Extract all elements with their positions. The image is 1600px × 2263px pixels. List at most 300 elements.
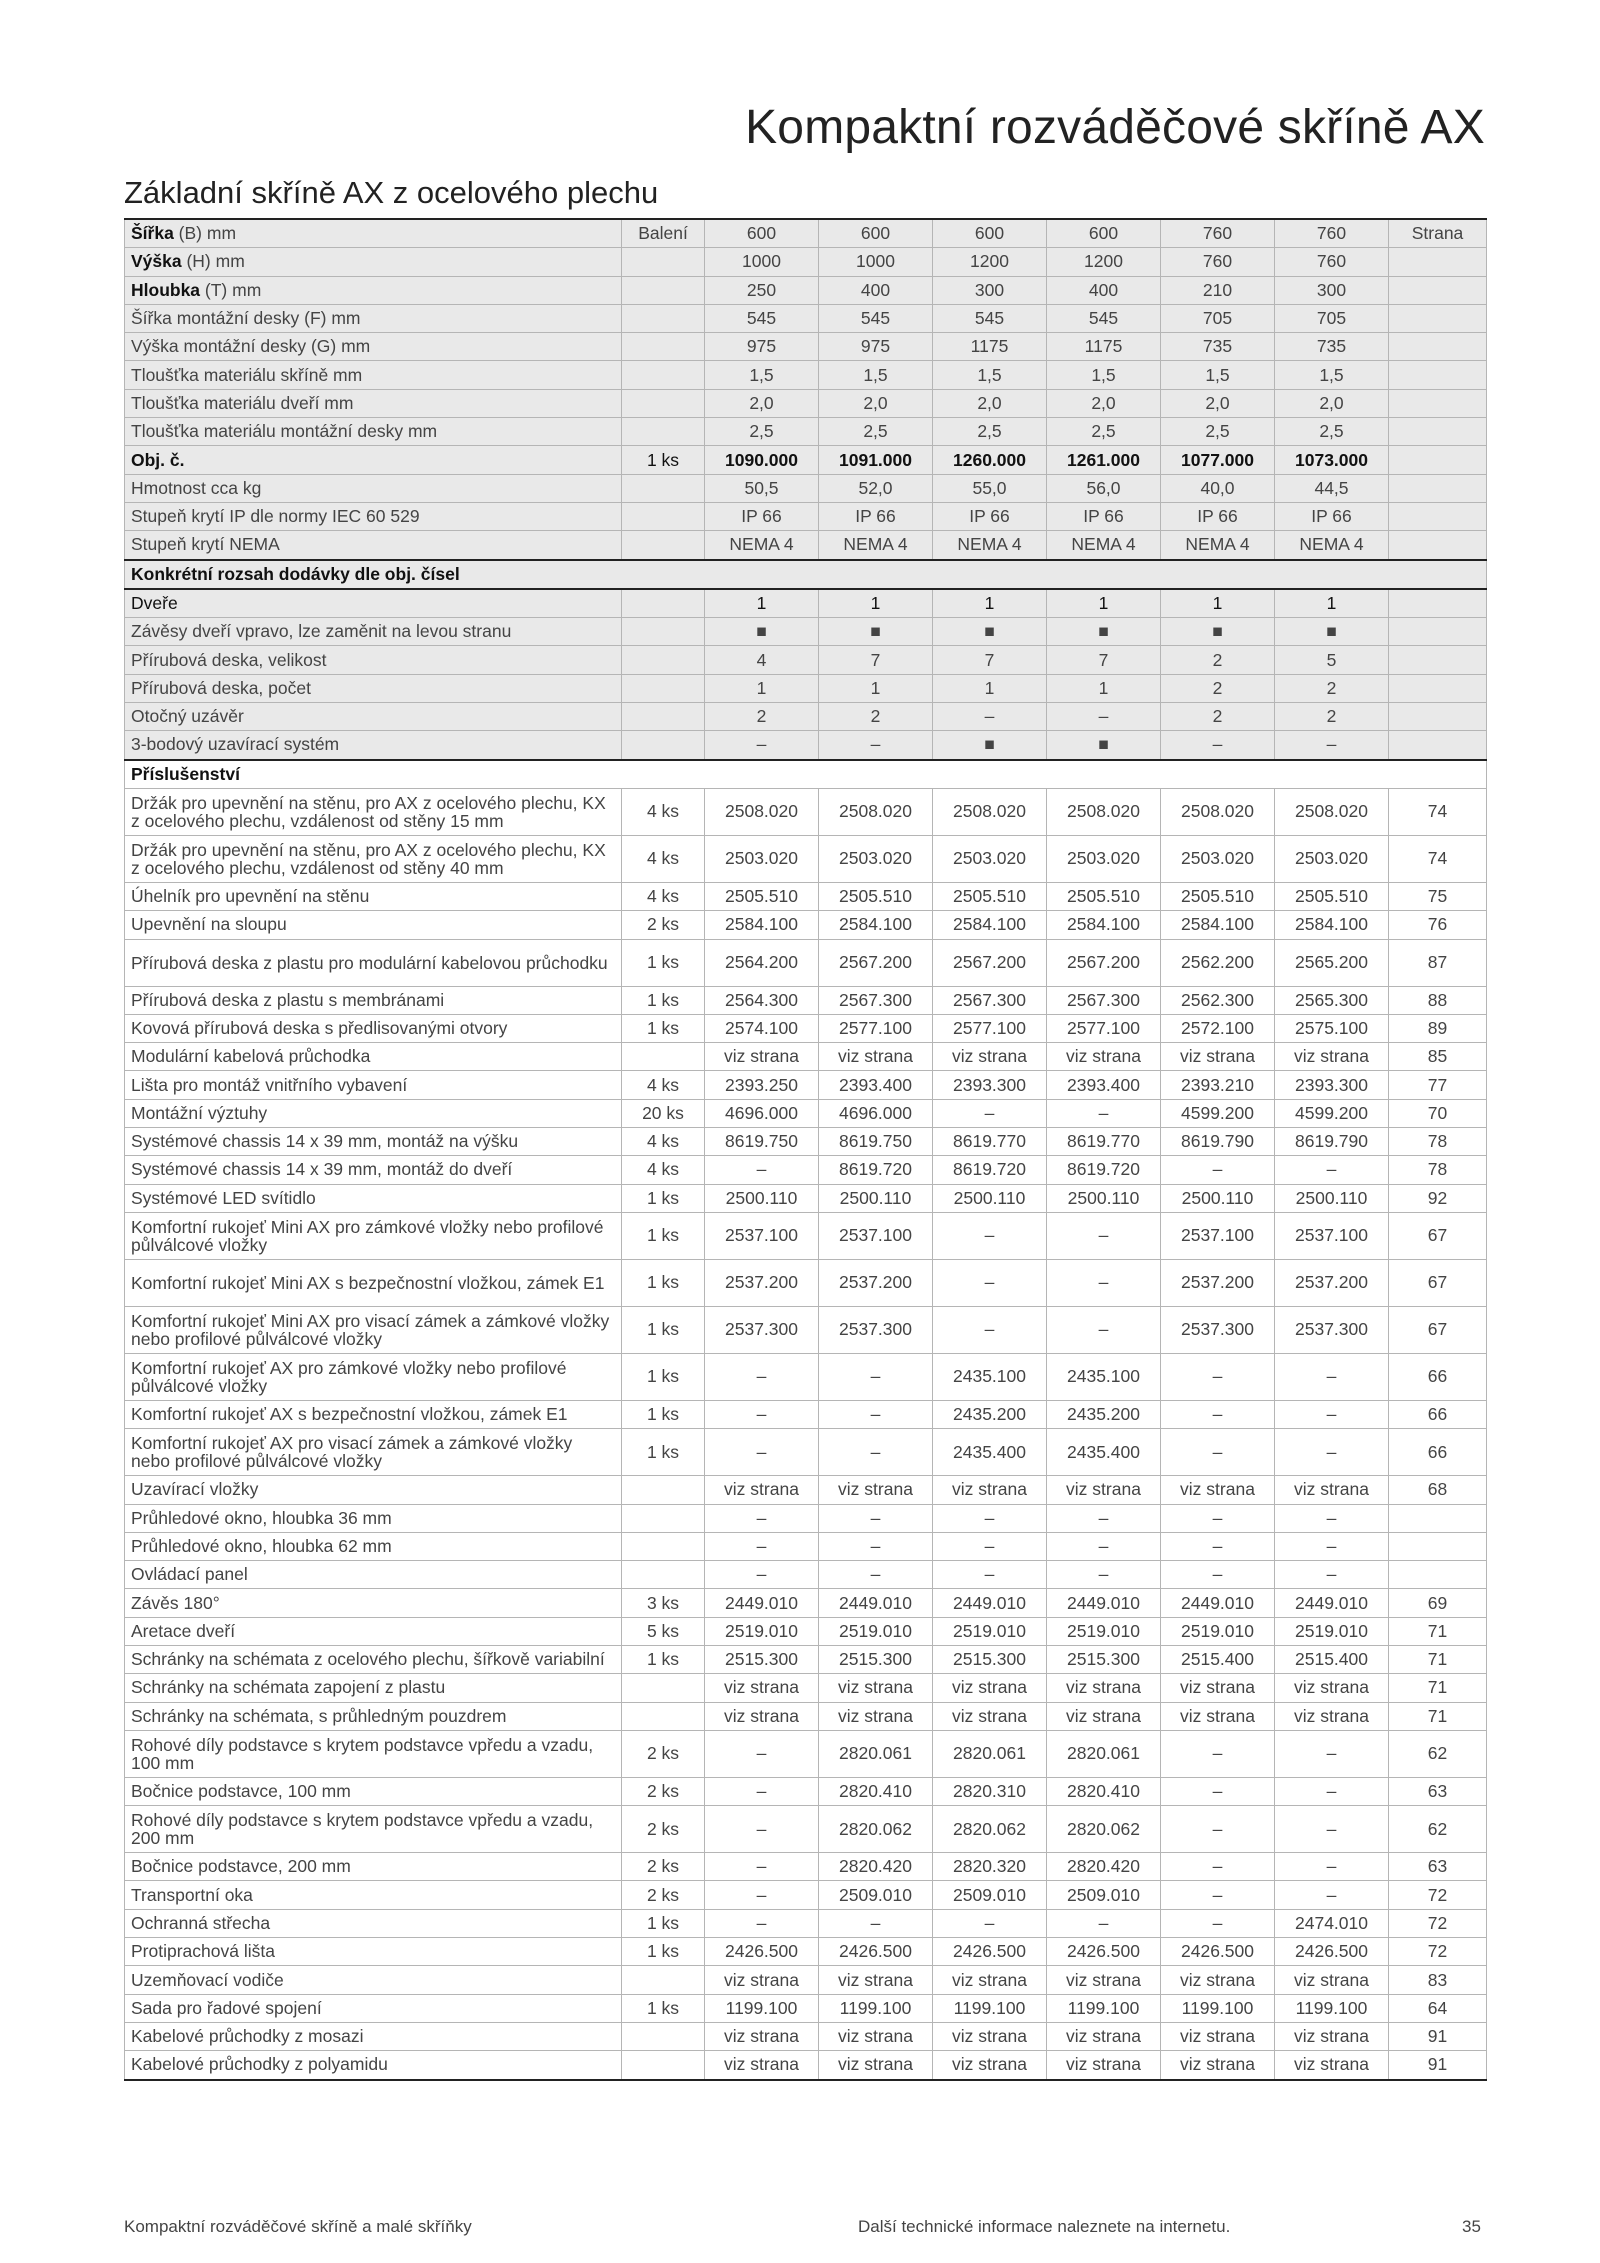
row-label: Ovládací panel — [125, 1561, 622, 1589]
page-number: 35 — [1462, 2217, 1481, 2236]
value-cell: 2,5 — [1275, 418, 1389, 446]
page-cell — [1389, 589, 1487, 618]
accessories-heading-text: Příslušenství — [131, 763, 240, 784]
value-cell: – — [1047, 1212, 1161, 1259]
value-cell: 2574.100 — [705, 1014, 819, 1042]
value-cell: – — [1275, 1777, 1389, 1805]
value-cell: – — [933, 1099, 1047, 1127]
value-cell: – — [1047, 1099, 1161, 1127]
value-cell: 2515.400 — [1275, 1645, 1389, 1673]
value-cell: 210 — [1161, 276, 1275, 304]
value-cell: – — [1161, 1156, 1275, 1184]
scope-rows — [125, 560, 1487, 760]
value-cell: – — [705, 731, 819, 760]
row-label: Protiprachová lišta — [125, 1938, 622, 1966]
row-label: Komfortní rukojeť AX pro visací zámek a zámkové vložky nebo profilové půlválcové vložky — [125, 1429, 622, 1476]
row-label — [125, 304, 622, 332]
value-cell: 1199.100 — [705, 1994, 819, 2022]
value-cell: – — [1161, 1561, 1275, 1589]
value-cell: 1 — [1161, 589, 1275, 618]
page-cell: 91 — [1389, 2051, 1487, 2080]
value-cell: 2505.510 — [1161, 882, 1275, 910]
value-cell: 7 — [933, 646, 1047, 674]
value-cell: viz strana — [705, 1702, 819, 1730]
value-cell: 2565.300 — [1275, 986, 1389, 1014]
row-label: Schránky na schémata, s průhledným pouzdrem — [125, 1702, 622, 1730]
value-cell: 2567.300 — [933, 986, 1047, 1014]
value-cell: 56,0 — [1047, 474, 1161, 502]
value-cell: 2435.100 — [1047, 1353, 1161, 1400]
value-cell — [1161, 446, 1275, 474]
value-cell: viz strana — [1161, 1674, 1275, 1702]
value-cell: 2426.500 — [933, 1938, 1047, 1966]
value-cell: 1,5 — [1161, 361, 1275, 389]
value-cell: NEMA 4 — [1275, 531, 1389, 560]
value-cell: 2503.020 — [1161, 835, 1275, 882]
value-cell: 2508.020 — [705, 788, 819, 835]
value-cell: 2820.410 — [1047, 1777, 1161, 1805]
value-cell: 2,5 — [1047, 418, 1161, 446]
value-cell: 1,5 — [933, 361, 1047, 389]
value-cell: viz strana — [1275, 2051, 1389, 2080]
value-cell: 2537.300 — [819, 1306, 933, 1353]
packaging-cell: 1 ks — [622, 1994, 705, 2022]
row-label: Bočnice podstavce, 200 mm — [125, 1853, 622, 1881]
value-cell: 2505.510 — [1047, 882, 1161, 910]
value-cell: 1 — [933, 674, 1047, 702]
value-cell: 1 — [705, 589, 819, 618]
value-cell — [933, 446, 1047, 474]
packaging-cell — [622, 589, 705, 618]
row-label-text: (T) mm — [200, 279, 262, 300]
value-cell: 705 — [1161, 304, 1275, 332]
value-cell: viz strana — [819, 1674, 933, 1702]
value-cell: – — [705, 1730, 819, 1777]
value-cell: viz strana — [1161, 1476, 1275, 1504]
value-cell: 8619.720 — [819, 1156, 933, 1184]
accessory-row — [125, 1853, 1487, 1881]
value-cell: 2537.100 — [1275, 1212, 1389, 1259]
value-cell: 2503.020 — [1047, 835, 1161, 882]
page-cell — [1389, 1532, 1487, 1560]
value-cell: 1175 — [1047, 333, 1161, 361]
value-cell: 2393.250 — [705, 1071, 819, 1099]
value-cell: 735 — [1275, 333, 1389, 361]
accessory-row — [125, 1476, 1487, 1504]
row-label — [125, 361, 622, 389]
row-label: Lišta pro montáž vnitřního vybavení — [125, 1071, 622, 1099]
value-cell: 760 — [1161, 219, 1275, 248]
value-cell: 2515.300 — [933, 1645, 1047, 1673]
row-label: Přírubová deska, velikost — [125, 646, 622, 674]
row-label: Kabelové průchodky z mosazi — [125, 2022, 622, 2050]
value-cell: 5 — [1275, 646, 1389, 674]
page-cell: 78 — [1389, 1156, 1487, 1184]
value-cell: 2509.010 — [1047, 1881, 1161, 1909]
scope-row — [125, 703, 1487, 731]
packaging-cell: 2 ks — [622, 1730, 705, 1777]
scope-row — [125, 674, 1487, 702]
packaging-cell — [622, 304, 705, 332]
value-cell: 2564.200 — [705, 939, 819, 986]
page-cell: 89 — [1389, 1014, 1487, 1042]
value-cell: 8619.770 — [1047, 1128, 1161, 1156]
value-cell: NEMA 4 — [705, 531, 819, 560]
value-cell: 2,5 — [933, 418, 1047, 446]
row-label: Přírubová deska z plastu s membránami — [125, 986, 622, 1014]
value-cell: 2508.020 — [1275, 788, 1389, 835]
row-label — [125, 248, 622, 276]
page-cell: 71 — [1389, 1702, 1487, 1730]
packaging-cell — [622, 333, 705, 361]
row-label — [125, 219, 622, 248]
value-cell: viz strana — [819, 1966, 933, 1994]
value-cell: – — [705, 1532, 819, 1560]
value-cell: 1,5 — [819, 361, 933, 389]
value-cell: 2449.010 — [705, 1589, 819, 1617]
accessory-row — [125, 986, 1487, 1014]
value-cell: 2435.400 — [933, 1429, 1047, 1476]
accessory-row — [125, 1645, 1487, 1673]
value-cell: 2435.200 — [1047, 1400, 1161, 1428]
value-cell: – — [1275, 1806, 1389, 1853]
accessory-row — [125, 1014, 1487, 1042]
row-label: Držák pro upevnění na stěnu, pro AX z ocelového plechu, KX z ocelového plechu, vzdálenost od stěny 40 mm — [125, 835, 622, 882]
scope-heading-text: Konkrétní rozsah dodávky dle obj. čísel — [131, 563, 460, 584]
value-cell: – — [1161, 1429, 1275, 1476]
value-cell: 2449.010 — [1161, 1589, 1275, 1617]
footer-center-text: Další technické informace naleznete na internetu. — [858, 2217, 1231, 2236]
value-cell: – — [819, 1400, 933, 1428]
value-cell: viz strana — [1275, 1674, 1389, 1702]
value-cell: 2,5 — [1161, 418, 1275, 446]
value-cell: – — [705, 1909, 819, 1937]
value-cell: 2503.020 — [819, 835, 933, 882]
value-cell: 545 — [1047, 304, 1161, 332]
value-cell: 2426.500 — [1161, 1938, 1275, 1966]
packaging-cell: 4 ks — [622, 788, 705, 835]
value-cell: 52,0 — [819, 474, 933, 502]
value-cell: – — [1161, 1777, 1275, 1805]
value-cell: ■ — [819, 618, 933, 646]
value-cell: 2584.100 — [933, 911, 1047, 939]
page-cell: 74 — [1389, 835, 1487, 882]
row-label-text: Stupeň krytí NEMA — [131, 534, 280, 555]
row-label: Transportní oka — [125, 1881, 622, 1909]
value-cell: 2500.110 — [1047, 1184, 1161, 1212]
value-text: 1261.000 — [1067, 449, 1140, 470]
accessory-row — [125, 1674, 1487, 1702]
value-cell: viz strana — [1161, 2022, 1275, 2050]
value-cell: 2567.200 — [933, 939, 1047, 986]
packaging-cell: 1 ks — [622, 446, 705, 474]
scope-heading — [125, 560, 1487, 589]
value-cell: ■ — [1275, 618, 1389, 646]
packaging-cell — [622, 646, 705, 674]
value-cell: 1175 — [933, 333, 1047, 361]
value-cell: viz strana — [933, 2022, 1047, 2050]
spec-row — [125, 502, 1487, 530]
accessory-row — [125, 1589, 1487, 1617]
value-cell: 7 — [819, 646, 933, 674]
value-cell: – — [819, 1532, 933, 1560]
scope-heading-row — [125, 560, 1487, 589]
value-cell: 8619.750 — [819, 1128, 933, 1156]
accessory-row — [125, 1881, 1487, 1909]
value-cell: 2577.100 — [819, 1014, 933, 1042]
value-cell: 2515.300 — [1047, 1645, 1161, 1673]
value-cell: 2567.300 — [819, 986, 933, 1014]
value-cell: 1,5 — [1047, 361, 1161, 389]
value-cell: 2519.010 — [1275, 1617, 1389, 1645]
value-cell: 1199.100 — [1275, 1994, 1389, 2022]
spec-row — [125, 389, 1487, 417]
value-cell: viz strana — [1275, 1702, 1389, 1730]
value-cell: – — [1275, 1730, 1389, 1777]
value-cell — [1275, 446, 1389, 474]
value-cell: 2584.100 — [705, 911, 819, 939]
row-label — [125, 389, 622, 417]
value-text: 1091.000 — [839, 449, 912, 470]
row-label-text: Šířka montážní desky (F) mm — [131, 308, 361, 329]
value-cell: 2537.200 — [819, 1259, 933, 1306]
value-cell: 8619.770 — [933, 1128, 1047, 1156]
value-cell: viz strana — [1275, 1966, 1389, 1994]
accessory-row — [125, 1353, 1487, 1400]
value-cell: – — [705, 1504, 819, 1532]
row-label: Systémové LED svítidlo — [125, 1184, 622, 1212]
accessory-row — [125, 1128, 1487, 1156]
value-cell: – — [1275, 1532, 1389, 1560]
packaging-cell: 2 ks — [622, 1777, 705, 1805]
value-cell: 2,0 — [933, 389, 1047, 417]
value-cell: 705 — [1275, 304, 1389, 332]
footer-left-text: Kompaktní rozváděčové skříně a malé skříňky — [124, 2217, 472, 2236]
page-cell: 68 — [1389, 1476, 1487, 1504]
value-cell: 2820.062 — [1047, 1806, 1161, 1853]
value-cell: – — [933, 1504, 1047, 1532]
packaging-cell: 1 ks — [622, 1259, 705, 1306]
packaging-cell: 2 ks — [622, 1881, 705, 1909]
page-cell: 67 — [1389, 1212, 1487, 1259]
accessory-row — [125, 939, 1487, 986]
value-cell: 2435.200 — [933, 1400, 1047, 1428]
value-cell: – — [1275, 1853, 1389, 1881]
packaging-cell: 1 ks — [622, 1909, 705, 1937]
value-cell: 2509.010 — [933, 1881, 1047, 1909]
value-cell: – — [819, 1504, 933, 1532]
value-cell: 2562.200 — [1161, 939, 1275, 986]
page-cell — [1389, 1504, 1487, 1532]
value-cell: – — [1161, 1532, 1275, 1560]
accessory-rows — [125, 760, 1487, 2080]
row-label: Bočnice podstavce, 100 mm — [125, 1777, 622, 1805]
value-cell: – — [705, 1881, 819, 1909]
page-cell: 91 — [1389, 2022, 1487, 2050]
value-cell: – — [705, 1853, 819, 1881]
value-cell: 2393.300 — [933, 1071, 1047, 1099]
accessory-row — [125, 911, 1487, 939]
value-cell: 2584.100 — [1161, 911, 1275, 939]
accessory-row — [125, 788, 1487, 835]
value-cell: ■ — [1161, 618, 1275, 646]
row-label: Závěs 180° — [125, 1589, 622, 1617]
page-cell: 71 — [1389, 1645, 1487, 1673]
value-cell: 8619.790 — [1275, 1128, 1389, 1156]
value-cell: 1200 — [933, 248, 1047, 276]
row-label: Komfortní rukojeť Mini AX pro zámkové vložky nebo profilové půlválcové vložky — [125, 1212, 622, 1259]
value-cell: 600 — [933, 219, 1047, 248]
value-cell: 2515.400 — [1161, 1645, 1275, 1673]
value-cell — [819, 446, 933, 474]
value-cell: 2508.020 — [1161, 788, 1275, 835]
packaging-cell — [622, 531, 705, 560]
value-cell: IP 66 — [705, 502, 819, 530]
accessory-row — [125, 1909, 1487, 1937]
row-label: Aretace dveří — [125, 1617, 622, 1645]
spec-table — [124, 218, 1487, 2081]
value-cell: 2584.100 — [819, 911, 933, 939]
row-label: Schránky na schémata zapojení z plastu — [125, 1674, 622, 1702]
value-cell: 600 — [705, 219, 819, 248]
value-cell: 55,0 — [933, 474, 1047, 502]
row-label: Přírubová deska, počet — [125, 674, 622, 702]
value-cell: 2509.010 — [819, 1881, 933, 1909]
value-cell: viz strana — [1047, 1966, 1161, 1994]
packaging-cell — [622, 2022, 705, 2050]
packaging-cell: 2 ks — [622, 911, 705, 939]
spec-row — [125, 531, 1487, 560]
page-cell — [1389, 474, 1487, 502]
value-cell: – — [933, 1212, 1047, 1259]
packaging-cell — [622, 1476, 705, 1504]
value-cell: – — [933, 1306, 1047, 1353]
value-cell: 2,5 — [819, 418, 933, 446]
row-label-bold: Hloubka — [131, 279, 201, 300]
value-cell: 2500.110 — [1275, 1184, 1389, 1212]
value-cell: – — [1161, 1504, 1275, 1532]
row-label-text: Tloušťka materiálu dveří mm — [131, 392, 354, 413]
value-cell: viz strana — [1047, 1702, 1161, 1730]
value-cell: 2505.510 — [819, 882, 933, 910]
accessory-row — [125, 1938, 1487, 1966]
value-cell: 8619.790 — [1161, 1128, 1275, 1156]
value-cell: IP 66 — [933, 502, 1047, 530]
packaging-cell: Balení — [622, 219, 705, 248]
value-cell: 2820.420 — [1047, 1853, 1161, 1881]
value-cell: 2537.200 — [1161, 1259, 1275, 1306]
packaging-cell: 1 ks — [622, 1212, 705, 1259]
value-cell — [705, 446, 819, 474]
value-cell: – — [1047, 1259, 1161, 1306]
value-cell: 2820.061 — [1047, 1730, 1161, 1777]
page-cell — [1389, 731, 1487, 760]
accessory-row — [125, 1429, 1487, 1476]
value-cell: 2393.300 — [1275, 1071, 1389, 1099]
value-cell: NEMA 4 — [1161, 531, 1275, 560]
value-cell: 7 — [1047, 646, 1161, 674]
scope-row — [125, 731, 1487, 760]
value-cell: 4696.000 — [705, 1099, 819, 1127]
value-cell: 975 — [705, 333, 819, 361]
value-cell: 2505.510 — [705, 882, 819, 910]
value-cell: viz strana — [933, 1476, 1047, 1504]
row-label: Průhledové okno, hloubka 62 mm — [125, 1532, 622, 1560]
value-text: 1077.000 — [1181, 449, 1254, 470]
value-cell: 2 — [1275, 674, 1389, 702]
value-cell: 2,0 — [819, 389, 933, 417]
value-cell: viz strana — [1161, 2051, 1275, 2080]
page-cell — [1389, 703, 1487, 731]
value-cell: – — [819, 1561, 933, 1589]
page-cell — [1389, 618, 1487, 646]
value-cell: – — [1161, 1353, 1275, 1400]
value-cell: – — [1275, 1353, 1389, 1400]
value-cell: 2 — [705, 703, 819, 731]
packaging-cell: 2 ks — [622, 1806, 705, 1853]
value-cell: ■ — [933, 618, 1047, 646]
value-cell: viz strana — [1161, 1043, 1275, 1071]
row-label: Rohové díly podstavce s krytem podstavce vpředu a vzadu, 100 mm — [125, 1730, 622, 1777]
packaging-cell: 1 ks — [622, 1306, 705, 1353]
page-cell: 87 — [1389, 939, 1487, 986]
page-cell — [1389, 646, 1487, 674]
value-cell: viz strana — [1047, 1043, 1161, 1071]
value-cell: – — [705, 1400, 819, 1428]
row-label: Systémové chassis 14 x 39 mm, montáž do dveří — [125, 1156, 622, 1184]
row-label: Montážní výztuhy — [125, 1099, 622, 1127]
value-cell: 600 — [819, 219, 933, 248]
accessory-row — [125, 1099, 1487, 1127]
value-cell: 2519.010 — [1047, 1617, 1161, 1645]
value-cell: ■ — [1047, 618, 1161, 646]
value-cell: 2 — [1275, 703, 1389, 731]
row-label-text: Výška montážní desky (G) mm — [131, 336, 371, 357]
value-cell: viz strana — [933, 1702, 1047, 1730]
accessory-row — [125, 1617, 1487, 1645]
packaging-cell: 3 ks — [622, 1589, 705, 1617]
row-label — [125, 531, 622, 560]
value-cell: viz strana — [933, 1674, 1047, 1702]
page-cell: 78 — [1389, 1128, 1487, 1156]
value-cell: 975 — [819, 333, 933, 361]
value-cell: viz strana — [819, 1043, 933, 1071]
accessory-row — [125, 1259, 1487, 1306]
page-cell: 72 — [1389, 1881, 1487, 1909]
value-cell: 1199.100 — [1047, 1994, 1161, 2022]
accessory-row — [125, 1212, 1487, 1259]
value-cell: 300 — [933, 276, 1047, 304]
value-cell: – — [705, 1429, 819, 1476]
page-cell — [1389, 304, 1487, 332]
page-cell: 74 — [1389, 788, 1487, 835]
value-cell: 2505.510 — [1275, 882, 1389, 910]
page-cell: 92 — [1389, 1184, 1487, 1212]
value-cell: 2393.400 — [1047, 1071, 1161, 1099]
packaging-cell: 1 ks — [622, 1014, 705, 1042]
accessory-row — [125, 1043, 1487, 1071]
value-cell: viz strana — [1161, 1702, 1275, 1730]
row-label — [125, 418, 622, 446]
value-text: 1073.000 — [1295, 449, 1368, 470]
page-cell: 77 — [1389, 1071, 1487, 1099]
row-label: Průhledové okno, hloubka 36 mm — [125, 1504, 622, 1532]
value-cell: 2584.100 — [1275, 911, 1389, 939]
value-cell: 2565.200 — [1275, 939, 1389, 986]
value-cell: 2426.500 — [705, 1938, 819, 1966]
page-title: Kompaktní rozváděčové skříně AX — [745, 101, 1485, 154]
value-cell: viz strana — [1275, 2022, 1389, 2050]
